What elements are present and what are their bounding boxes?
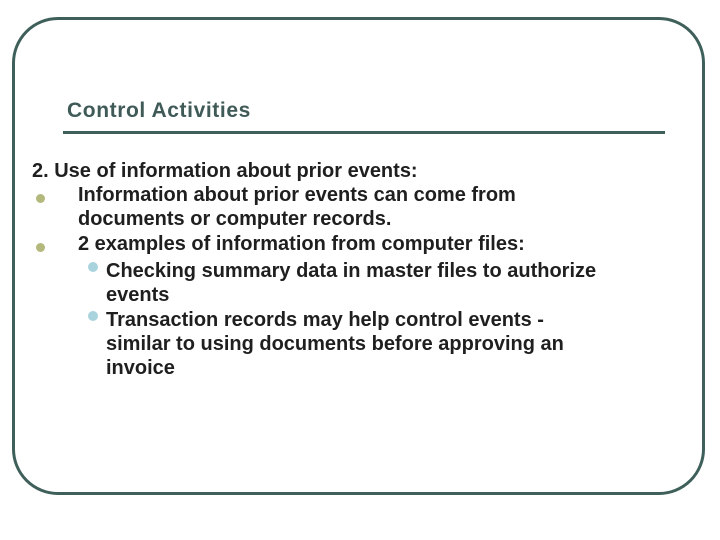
sub-bullet-2-line-3: invoice: [106, 357, 175, 379]
sub-bullet-2-line-1: Transaction records may help control events -: [106, 309, 544, 331]
bullet-2-line-1: 2 examples of information from computer files:: [78, 233, 525, 255]
slide-title: Control Activities: [67, 99, 251, 122]
sub-bullet-1-line-1: Checking summary data in master files to authorize: [106, 260, 597, 282]
sub-bullet-1-line-2: events: [106, 284, 170, 306]
bullet-icon: [36, 243, 45, 252]
sub-bullet-icon: [88, 262, 98, 272]
sub-bullet-2-line-2: similar to using documents before approving an: [106, 333, 564, 355]
sub-bullet-icon: [88, 311, 98, 321]
bullet-1-line-2: documents or computer records.: [78, 208, 392, 230]
bullet-1-line-1: Information about prior events can come from: [78, 184, 516, 206]
bullet-icon: [36, 194, 45, 203]
content-heading: 2. Use of information about prior events:: [32, 160, 418, 182]
